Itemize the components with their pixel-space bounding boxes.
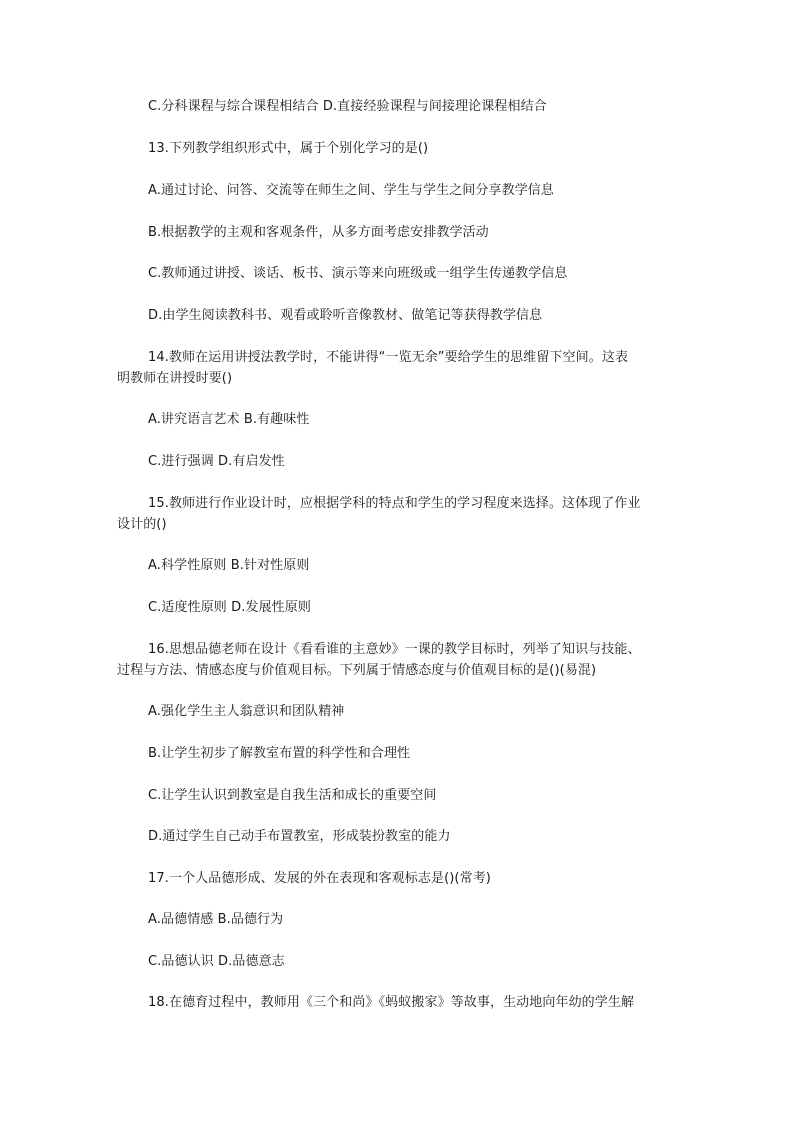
- option-a: A.通过讨论、问答、交流等在师生之间、学生与学生之间分享教学信息: [148, 183, 554, 198]
- question-16-cont: 过程与方法、情感态度与价值观目标。下列属于情感态度与价值观目标的是()(易混): [117, 663, 597, 678]
- option-line: C.分科课程与综合课程相结合 D.直接经验课程与间接理论课程相结合: [148, 99, 547, 114]
- question-13: 13.下列教学组织形式中，属于个别化学习的是(): [148, 141, 429, 156]
- option-cd: C.适度性原则 D.发展性原则: [148, 600, 311, 615]
- option-ab: A.科学性原则 B.针对性原则: [148, 558, 310, 573]
- option-b: B.根据教学的主观和客观条件，从多方面考虑安排教学活动: [148, 225, 489, 240]
- option-d: D.通过学生自己动手布置教室，形成装扮教室的能力: [148, 829, 451, 844]
- option-cd: C.品德认识 D.品德意志: [148, 954, 285, 969]
- question-15-cont: 设计的(): [117, 517, 167, 532]
- option-ab: A.讲究语言艺术 B.有趣味性: [148, 412, 310, 427]
- question-15: 15.教师进行作业设计时，应根据学科的特点和学生的学习程度来选择。这体现了作业: [148, 496, 641, 511]
- question-17: 17.一个人品德形成、发展的外在表现和客观标志是()(常考): [148, 871, 491, 886]
- option-c: C.教师通过讲授、谈话、板书、演示等来向班级或一组学生传递教学信息: [148, 266, 568, 281]
- option-d: D.由学生阅读教科书、观看或聆听音像教材、做笔记等获得教学信息: [148, 308, 543, 323]
- question-16: 16.思想品德老师在设计《看看谁的主意妙》一课的教学目标时，列举了知识与技能、: [148, 642, 641, 657]
- question-18: 18.在德育过程中，教师用《三个和尚》《蚂蚁搬家》等故事，生动地向年幼的学生解: [148, 995, 635, 1010]
- question-14: 14.教师在运用讲授法教学时，不能讲得“一览无余”要给学生的思维留下空间。这表: [148, 350, 629, 365]
- option-cd: C.进行强调 D.有启发性: [148, 454, 285, 469]
- option-c: C.让学生认识到教室是自我生活和成长的重要空间: [148, 788, 437, 803]
- question-14-cont: 明教师在讲授时要(): [117, 371, 233, 386]
- option-b: B.让学生初步了解教室布置的科学性和合理性: [148, 746, 411, 761]
- option-ab: A.品德情感 B.品德行为: [148, 912, 284, 927]
- option-a: A.强化学生主人翁意识和团队精神: [148, 704, 345, 719]
